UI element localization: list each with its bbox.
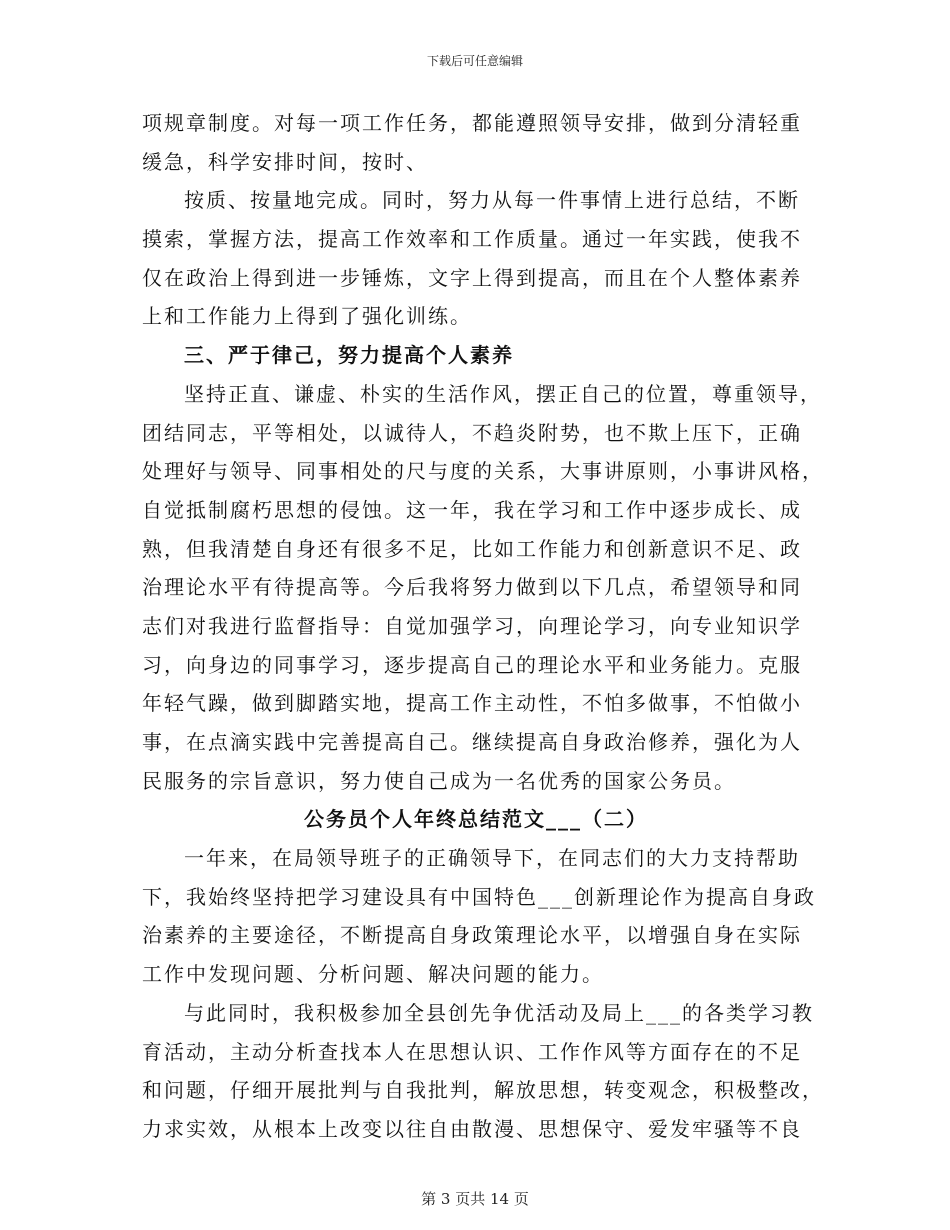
text-line: 下，我始终坚持把学习建设具有中国特色___创新理论作为提高自身政 — [142, 884, 816, 909]
text-line: 工作中发现问题、分析问题、解决问题的能力。 — [142, 962, 604, 987]
text-line: 习，向身边的同事学习，逐步提高自己的理论水平和业务能力。克服 — [142, 652, 802, 677]
text-line: 团结同志，平等相处，以诚待人，不趋炎附势，也不欺上压下，正确 — [142, 420, 802, 445]
text-line: 一年来，在局领导班子的正确领导下，在同志们的大力支持帮助 — [184, 846, 800, 871]
text-line: 治理论水平有待提高等。今后我将努力做到以下几点，希望领导和同 — [142, 575, 802, 600]
text-line: 治素养的主要途径，不断提高自身政策理论水平，以增强自身在实际 — [142, 923, 802, 948]
text-line: 熟，但我清楚自身还有很多不足，比如工作能力和创新意识不足、政 — [142, 536, 802, 561]
page-header: 下载后可任意编辑 — [426, 54, 523, 68]
paragraph — [142, 181, 810, 336]
text-line: 处理好与领导、同事相处的尺与度的关系，大事讲原则，小事讲风格， — [142, 459, 824, 484]
text-line: 缓急，科学安排时间，按时、 — [142, 149, 428, 174]
text-line: 项规章制度。对每一项工作任务，都能遵照领导安排，做到分清轻重 — [142, 111, 802, 135]
paragraph — [142, 375, 824, 801]
paragraph — [142, 104, 810, 181]
text-line: 与此同时，我积极参加全县创先争优活动及局上___的各类学习教 — [184, 1000, 814, 1025]
paragraph — [142, 839, 816, 994]
text-line: 和问题，仔细开展批判与自我批判，解放思想，转变观念，积极整改， — [142, 1078, 824, 1103]
text-line: 上和工作能力上得到了强化训练。 — [142, 304, 472, 329]
text-line: 力求实效，从根本上改变以往自由散漫、思想保守、爱发牢骚等不良 — [142, 1116, 802, 1141]
page-footer: 第 3 页共 14 页 — [421, 1190, 529, 1208]
text-line: 摸索，掌握方法，提高工作效率和工作质量。通过一年实践，使我不 — [142, 227, 802, 252]
article-title: 公务员个人年终总结范文___（二） — [304, 807, 648, 832]
text-line: 事，在点滴实践中完善提高自己。继续提高自身政治修养，强化为人 — [142, 730, 802, 754]
document-body — [142, 104, 824, 1149]
text-line: 仅在政治上得到进一步锤炼，文字上得到提高，而且在个人整体素养 — [142, 265, 802, 290]
text-line: 自觉抵制腐朽思想的侵蚀。这一年，我在学习和工作中逐步成长、成 — [142, 497, 802, 522]
text-line: 民服务的宗旨意识，努力使自己成为一名优秀的国家公务员。 — [142, 768, 736, 793]
text-line: 年轻气躁，做到脚踏实地，提高工作主动性，不怕多做事，不怕做小 — [142, 691, 802, 716]
section-heading: 三、严于律己，努力提高个人素养 — [184, 343, 514, 368]
text-line: 志们对我进行监督指导：自觉加强学习，向理论学习，向专业知识学 — [142, 613, 802, 638]
text-line: 育活动，主动分析查找本人在思想认识、工作作风等方面存在的不足 — [142, 1039, 802, 1064]
paragraph — [142, 994, 824, 1149]
text-line: 按质、按量地完成。同时，努力从每一件事情上进行总结，不断 — [184, 188, 800, 213]
text-line: 坚持正直、谦虚、朴实的生活作风，摆正自己的位置，尊重领导， — [184, 381, 822, 406]
